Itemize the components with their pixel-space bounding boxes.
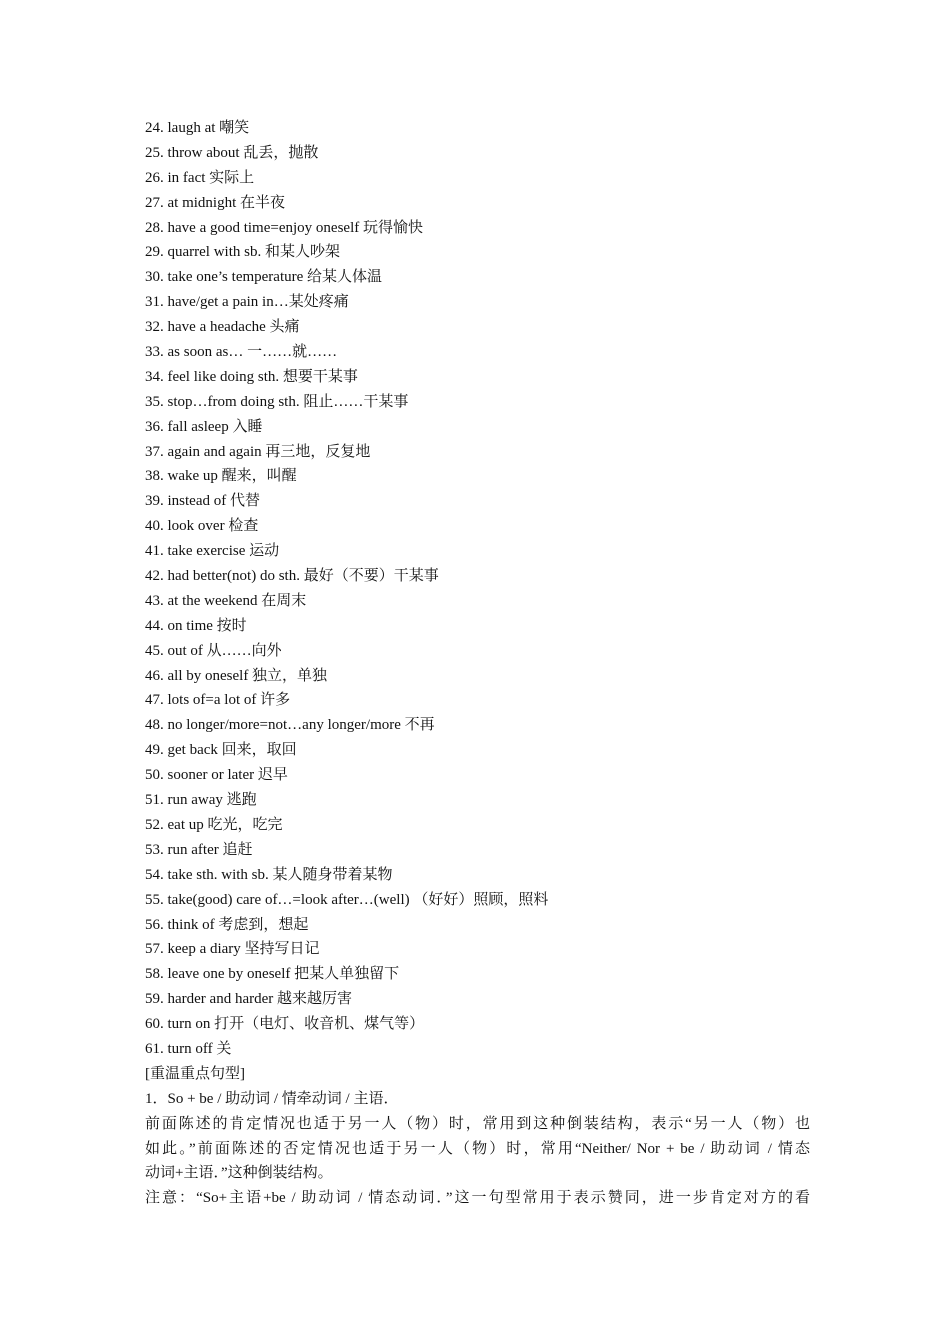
note-line: 注意：“So+主语+be / 助动词 / 情态动词．”这一句型常用于表示赞同，进一步肯定对方的看: [145, 1190, 810, 1207]
phrase-item: 45. out of 从……向外: [145, 642, 282, 659]
phrase-item: 33. as soon as… 一……就……: [145, 344, 338, 361]
phrase-item: 29. quarrel with sb. 和某人吵架: [145, 244, 340, 261]
phrase-item: 54. take sth. with sb. 某人随身带着某物: [145, 866, 393, 883]
phrase-item: 36. fall asleep 入睡: [145, 418, 263, 435]
section-heading: [重温重点句型]: [145, 1065, 245, 1082]
phrase-item: 42. had better(not) do sth. 最好（不要）干某事: [145, 568, 439, 585]
paragraph-line: 动词+主语．”这种倒装结构。: [145, 1165, 333, 1182]
phrase-item: 61. turn off 关: [145, 1040, 232, 1057]
phrase-item: 32. have a headache 头痛: [145, 319, 300, 336]
phrase-item: 34. feel like doing sth. 想要干某事: [145, 368, 358, 385]
phrase-item: 49. get back 回来，取回: [145, 742, 297, 759]
phrase-list: [145, 116, 810, 1062]
phrase-item: 60. turn on 打开（电灯、收音机、煤气等）: [145, 1016, 425, 1033]
phrase-item: 47. lots of=a lot of 许多: [145, 692, 291, 709]
phrase-item: 48. no longer/more=not…any longer/more 不再: [145, 717, 435, 734]
phrase-item: 28. have a good time=enjoy oneself 玩得愉快: [145, 219, 423, 236]
phrase-item: 24. laugh at 嘲笑: [145, 120, 250, 136]
sentence-pattern-1: 1．So + be / 助动词 / 情牵动词 / 主语．: [145, 1090, 399, 1107]
paragraph-line: 前面陈述的肯定情况也适于另一人（物）时，常用到这种倒装结构，表示“另一人（物）也: [145, 1115, 810, 1132]
phrase-item: 59. harder and harder 越来越厉害: [145, 991, 353, 1008]
phrase-item: 31. have/get a pain in…某处疼痛: [145, 294, 349, 311]
phrase-item: 53. run after 追赶: [145, 841, 253, 858]
page-content: [145, 116, 810, 1211]
phrase-item: 39. instead of 代替: [145, 493, 260, 510]
phrase-item: 44. on time 按时: [145, 617, 247, 634]
phrase-item: 43. at the weekend 在周末: [145, 592, 307, 609]
phrase-item: 57. keep a diary 坚持写日记: [145, 941, 320, 958]
explanation-paragraph: [145, 1112, 810, 1212]
phrase-item: 46. all by oneself 独立，单独: [145, 667, 328, 684]
phrase-item: 26. in fact 实际上: [145, 169, 255, 186]
phrase-item: 52. eat up 吃光，吃完: [145, 816, 283, 833]
phrase-item: 37. again and again 再三地，反复地: [145, 443, 371, 460]
phrase-item: 25. throw about 乱丢，抛散: [145, 144, 319, 161]
phrase-item: 40. look over 检查: [145, 518, 259, 535]
phrase-item: 55. take(good) care of…=look after…(well) （好好）照顾，照料: [145, 891, 549, 908]
phrase-item: 51. run away 逃跑: [145, 792, 257, 809]
phrase-item: 30. take one’s temperature 给某人体温: [145, 269, 383, 286]
phrase-item: 58. leave one by oneself 把某人单独留下: [145, 966, 400, 983]
phrase-item: 27. at midnight 在半夜: [145, 194, 285, 211]
phrase-item: 50. sooner or later 迟早: [145, 767, 288, 784]
phrase-item: 38. wake up 醒来，叫醒: [145, 468, 297, 485]
paragraph-line: 如此。”前面陈述的否定情况也适于另一人（物）时，常用“Neither/ Nor + be / 助动词 / 情态: [145, 1140, 810, 1157]
phrase-item: 35. stop…from doing sth. 阻止……干某事: [145, 393, 409, 410]
phrase-item: 56. think of 考虑到，想起: [145, 916, 309, 933]
phrase-item: 41. take exercise 运动: [145, 543, 280, 560]
